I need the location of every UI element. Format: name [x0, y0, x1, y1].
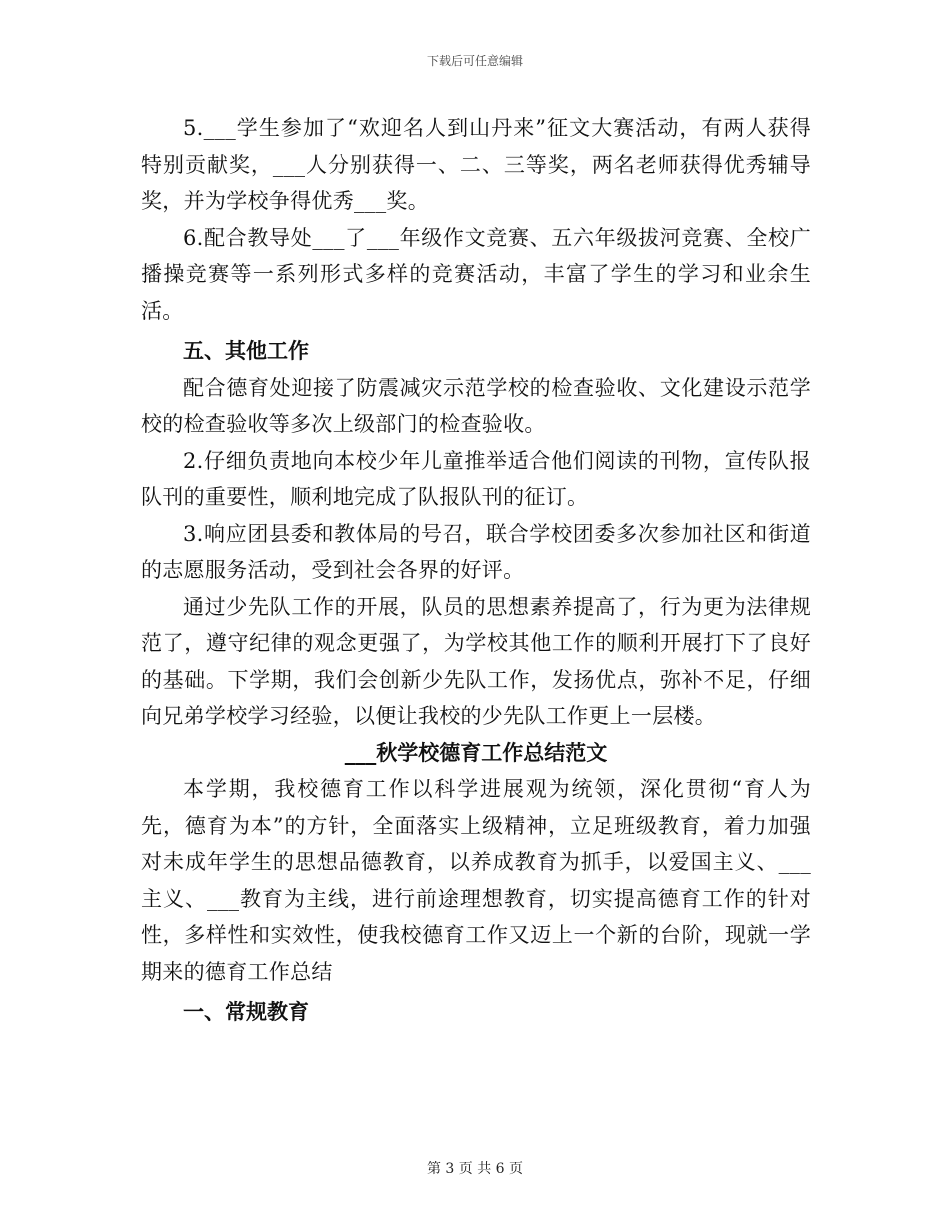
document-body	[141, 110, 811, 1031]
paragraph-competitions: 6.配合教导处___了___年级作文竞赛、五六年级拔河竞赛、全校广播操竞赛等一系列形式多样的竞赛活动，丰富了学生的学习和业余生活。	[141, 225, 811, 323]
paragraph-publications: 2.仔细负责地向本校少年儿童推举适合他们阅读的刊物，宣传队报队刊的重要性，顺利地完成了队报队刊的征订。	[141, 448, 811, 509]
section-heading-other-work: 五、其他工作	[183, 339, 309, 363]
paragraph-essay-contest: 5.___学生参加了“欢迎名人到山丹来”征文大赛活动，有两人获得特别贡献奖，___人分别获得一、二、三等奖，两名老师获得优秀辅导奖，并为学校争得优秀___奖。	[141, 116, 811, 213]
paragraph-introduction: 本学期，我校德育工作以科学进展观为统领，深化贯彻“育人为先，德育为本”的方针，全面落实上级精神，立足班级教育，着力加强对未成年学生的思想品德教育，以养成教育为抓手，以爱国主义、___主义、___教育为主线，进行前途理想教育，切实提高德育工作的针对性，多样性和实效性，使我校德育工作又迈上一个新的台阶，现就一学期来的德育工作总结	[141, 777, 811, 984]
page-header-note: 下载后可任意编辑	[426, 54, 523, 68]
page-number: 第 3 页 共 6 页	[426, 1161, 524, 1177]
paragraph-volunteer-service: 3.响应团县委和教体局的号召，联合学校团委多次参加社区和街道的志愿服务活动，受到社会各界的好评。	[141, 521, 811, 582]
section-heading-routine-education: 一、常规教育	[183, 1000, 309, 1024]
paragraph-inspections: 配合德育处迎接了防震减灾示范学校的检查验收、文化建设示范学校的检查验收等多次上级部门的检查验收。	[141, 375, 811, 436]
paragraph-conclusion: 通过少先队工作的开展，队员的思想素养提高了，行为更为法律规范了，遵守纪律的观念更强了，为学校其他工作的顺利开展打下了良好的基础。下学期，我们会创新少先队工作，发扬优点，弥补不足，仔细向兄弟学校学习经验，以便让我校的少先队工作更上一层楼。	[141, 594, 811, 728]
document-title: ___秋学校德育工作总结范文	[344, 740, 608, 765]
